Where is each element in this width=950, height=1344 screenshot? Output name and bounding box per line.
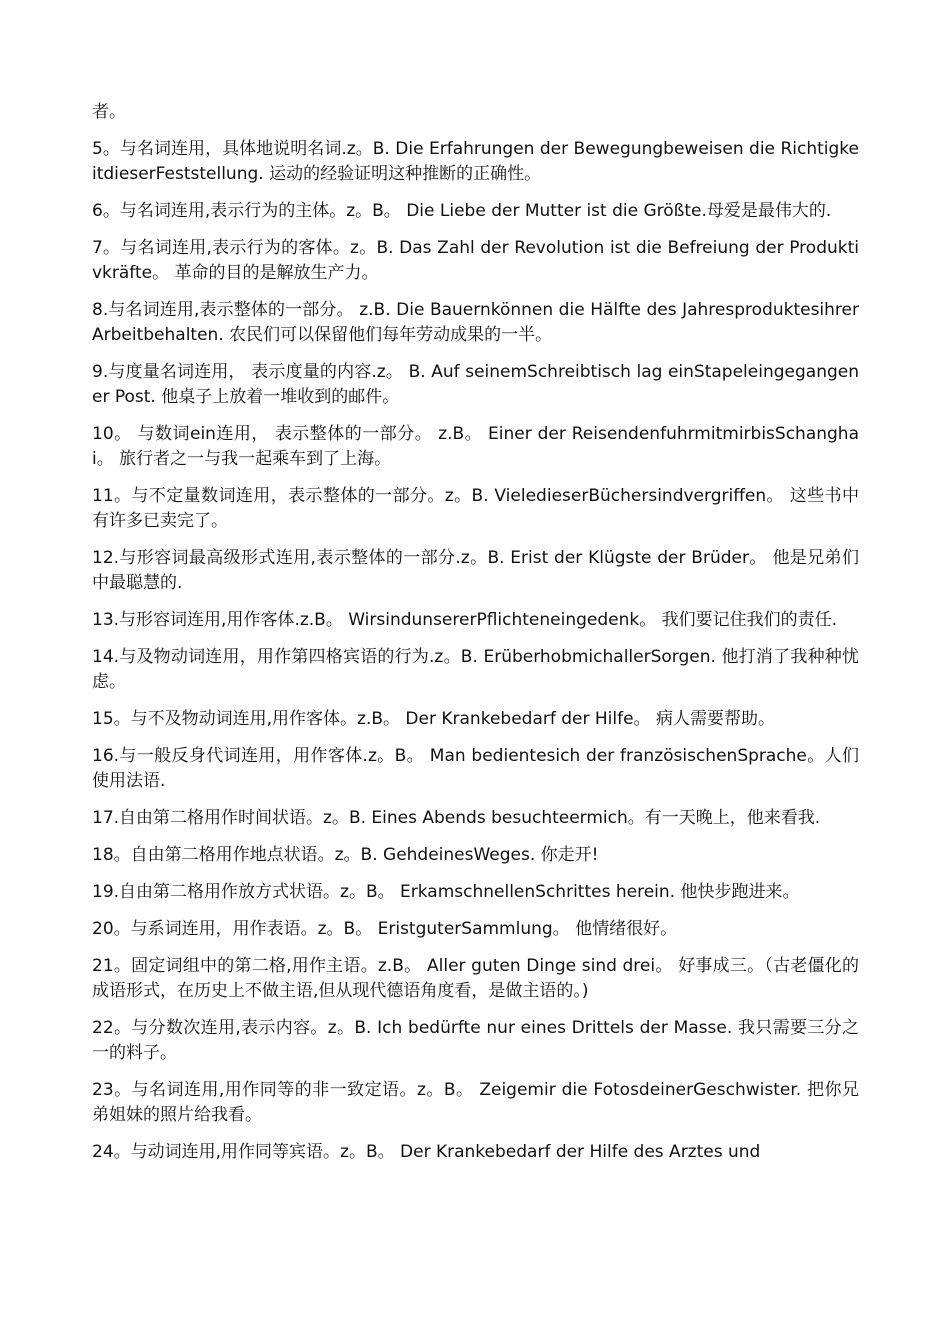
paragraph-item-17: 17.自由第二格用作时间状语。z。B. Eines Abends besuchteermich。有一天晚上，他来看我. [92, 808, 821, 828]
paragraph-item-12: 12.与形容词最高级形式连用,表示整体的一部分.z。B. Erist der Klügste der Brüder。 他是兄弟们中最聪慧的. [92, 548, 859, 593]
paragraph-item-13: 13.与形容词连用,用作客体.z.B。 WirsindunsererPflichteneingedenk。 我们要记住我们的责任. [92, 610, 838, 630]
paragraph-item-11: 11。与不定量数词连用，表示整体的一部分。z。B. VieledieserBüchersindvergriffen。 这些书中有许多已卖完了。 [92, 486, 859, 531]
paragraph-item-10: 10。 与数词ein连用， 表示整体的一部分。 z.B。 Einer der ReisendenfuhrmitmirbisSchanghai。 旅行者之一与我一起乘车到了上海。 [92, 424, 859, 469]
paragraph-item-22: 22。与分数次连用,表示内容。z。B. Ich bedürfte nur eines Drittels der Masse. 我只需要三分之一的料子。 [92, 1018, 859, 1063]
paragraph-item-21: 21。固定词组中的第二格,用作主语。z.B。 Aller guten Dinge sind drei。 好事成三。（古老僵化的成语形式，在历史上不做主语,但从现代德语角度看，是做主语的。) [92, 956, 859, 1001]
paragraph-item-9: 9.与度量名词连用， 表示度量的内容.z。 B. Auf seinemSchreibtisch lag einStapeleingegangener Post. 他桌子上放着一堆收到的邮件。 [92, 362, 859, 407]
paragraph-item-5: 5。与名词连用，具体地说明名词.z。B. Die Erfahrungen der Bewegungbeweisen die RichtigkeitdieserFeststellung. 运动的经验证明这种推断的正确性。 [92, 139, 859, 184]
paragraph-item-20: 20。与系词连用，用作表语。z。B。 EristguterSammlung。 他情绪很好。 [92, 919, 678, 939]
paragraph-item-8: 8.与名词连用,表示整体的一部分。 z.B. Die Bauernkönnen die Hälfte des JahresproduktesihrerArbeitbehalten. 农民们可以保留他们每年劳动成果的一半。 [92, 300, 859, 345]
paragraph-item-24: 24。与动词连用,用作同等宾语。z。B。 Der Krankebedarf der Hilfe des Arztes und [92, 1142, 761, 1162]
paragraph-item-23: 23。与名词连用,用作同等的非一致定语。z。B。 Zeigemir die FotosdeinerGeschwister. 把你兄弟姐妹的照片给我看。 [92, 1080, 859, 1125]
paragraph-item-18: 18。自由第二格用作地点状语。z。B. GehdeinesWeges. 你走开! [92, 845, 599, 865]
paragraph-item-15: 15。与不及物动词连用,用作客体。z.B。 Der Krankebedarf der Hilfe。 病人需要帮助。 [92, 709, 775, 729]
paragraph-continuation: 者。 [92, 102, 126, 122]
paragraph-item-16: 16.与一般反身代词连用，用作客体.z。B。 Man bedientesich der französischenSprache。人们使用法语. [92, 746, 859, 791]
paragraph-item-19: 19.自由第二格用作放方式状语。z。B。 ErkamschnellenSchrittes herein. 他快步跑进来。 [92, 882, 800, 902]
paragraph-item-14: 14.与及物动词连用，用作第四格宾语的行为.z。B. ErüberhobmichallerSorgen. 他打消了我种种忧虑。 [92, 647, 859, 692]
document-body [92, 100, 859, 1177]
paragraph-item-6: 6。与名词连用,表示行为的主体。z。B。 Die Liebe der Mutter ist die Größte.母爱是最伟大的. [92, 201, 832, 221]
paragraph-item-7: 7。与名词连用,表示行为的客体。z。B. Das Zahl der Revolution ist die Befreiung der Produktivkräfte。 革命的目的是解放生产力。 [92, 238, 859, 283]
